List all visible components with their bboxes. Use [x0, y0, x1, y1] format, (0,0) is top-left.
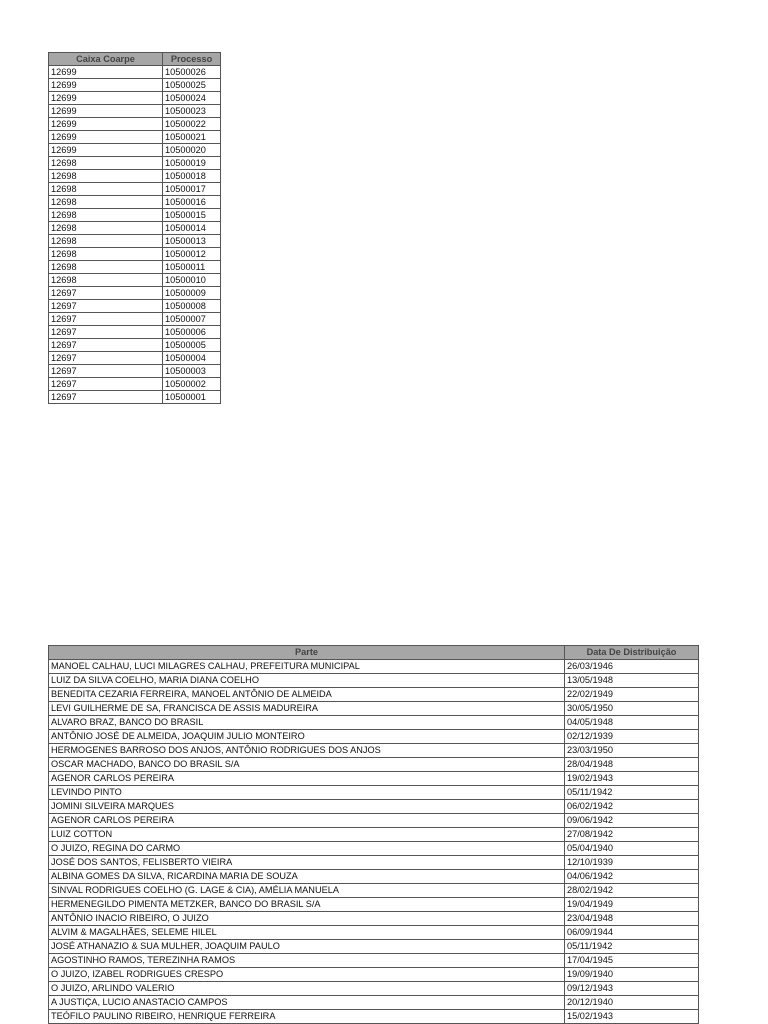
data-distribuicao-cell: 17/04/1945 — [565, 954, 699, 968]
data-distribuicao-cell: 23/03/1950 — [565, 744, 699, 758]
parte-cell: ANTÔNIO JOSÉ DE ALMEIDA, JOAQUIM JULIO MONTEIRO — [49, 730, 565, 744]
parte-data-table-body — [49, 660, 699, 1024]
table-row — [49, 926, 699, 940]
table-row — [49, 261, 221, 274]
caixa-coarpe-cell: 12698 — [49, 261, 163, 274]
table-row — [49, 758, 699, 772]
column-header-parte: Parte — [49, 646, 565, 660]
parte-cell: BENEDITA CEZARIA FERREIRA, MANOEL ANTÔNIO DE ALMEIDA — [49, 688, 565, 702]
parte-cell: OSCAR MACHADO, BANCO DO BRASIL S/A — [49, 758, 565, 772]
caixa-coarpe-cell: 12698 — [49, 274, 163, 287]
caixa-coarpe-cell: 12698 — [49, 235, 163, 248]
processo-cell: 10500018 — [163, 170, 221, 183]
processo-cell: 10500008 — [163, 300, 221, 313]
table-row — [49, 144, 221, 157]
table-row — [49, 688, 699, 702]
caixa-coarpe-cell: 12697 — [49, 300, 163, 313]
data-distribuicao-cell: 02/12/1939 — [565, 730, 699, 744]
caixa-coarpe-cell: 12698 — [49, 157, 163, 170]
parte-cell: O JUIZO, ARLINDO VALERIO — [49, 982, 565, 996]
data-distribuicao-cell: 09/12/1943 — [565, 982, 699, 996]
table-row — [49, 814, 699, 828]
caixa-coarpe-cell: 12697 — [49, 365, 163, 378]
data-distribuicao-cell: 05/11/1942 — [565, 940, 699, 954]
table-row — [49, 326, 221, 339]
processo-cell: 10500025 — [163, 79, 221, 92]
parte-cell: LUIZ COTTON — [49, 828, 565, 842]
table-row — [49, 196, 221, 209]
table-row — [49, 183, 221, 196]
table-row — [49, 222, 221, 235]
processo-cell: 10500026 — [163, 66, 221, 79]
caixa-coarpe-cell: 12698 — [49, 170, 163, 183]
table-row — [49, 898, 699, 912]
caixa-coarpe-cell: 12697 — [49, 391, 163, 404]
processo-cell: 10500012 — [163, 248, 221, 261]
parte-cell: LUIZ DA SILVA COELHO, MARIA DIANA COELHO — [49, 674, 565, 688]
parte-cell: ALVIM & MAGALHÃES, SELEME HILEL — [49, 926, 565, 940]
data-distribuicao-cell: 26/03/1946 — [565, 660, 699, 674]
data-distribuicao-cell: 19/09/1940 — [565, 968, 699, 982]
column-header-data-de-distribuicao: Data De Distribuição — [565, 646, 699, 660]
caixa-coarpe-cell: 12698 — [49, 183, 163, 196]
table-row — [49, 235, 221, 248]
data-distribuicao-cell: 04/05/1948 — [565, 716, 699, 730]
data-distribuicao-cell: 09/06/1942 — [565, 814, 699, 828]
table-row — [49, 786, 699, 800]
parte-cell: SINVAL RODRIGUES COELHO (G. LAGE & CIA), AMÉLIA MANUELA — [49, 884, 565, 898]
table-row — [49, 800, 699, 814]
processo-cell: 10500015 — [163, 209, 221, 222]
processo-cell: 10500023 — [163, 105, 221, 118]
table-row — [49, 118, 221, 131]
data-distribuicao-cell: 28/02/1942 — [565, 884, 699, 898]
caixa-coarpe-cell: 12699 — [49, 118, 163, 131]
processo-cell: 10500001 — [163, 391, 221, 404]
processo-cell: 10500010 — [163, 274, 221, 287]
column-header-processo: Processo — [163, 53, 221, 66]
data-distribuicao-cell: 19/04/1949 — [565, 898, 699, 912]
data-distribuicao-cell: 19/02/1943 — [565, 772, 699, 786]
processo-cell: 10500017 — [163, 183, 221, 196]
processo-cell: 10500005 — [163, 339, 221, 352]
data-distribuicao-cell: 13/05/1948 — [565, 674, 699, 688]
table-row — [49, 870, 699, 884]
table-row — [49, 248, 221, 261]
column-header-caixa-coarpe: Caixa Coarpe — [49, 53, 163, 66]
caixa-processo-table — [48, 52, 221, 404]
table-row — [49, 1010, 699, 1024]
data-distribuicao-cell: 15/02/1943 — [565, 1010, 699, 1024]
data-distribuicao-cell: 20/12/1940 — [565, 996, 699, 1010]
table-row — [49, 996, 699, 1010]
parte-cell: ALBINA GOMES DA SILVA, RICARDINA MARIA DE SOUZA — [49, 870, 565, 884]
parte-data-table — [48, 645, 699, 1024]
table-row — [49, 105, 221, 118]
data-distribuicao-cell: 06/02/1942 — [565, 800, 699, 814]
table-row — [49, 287, 221, 300]
caixa-processo-table-body — [49, 66, 221, 404]
processo-cell: 10500022 — [163, 118, 221, 131]
table-row — [49, 884, 699, 898]
parte-cell: A JUSTIÇA, LUCIO ANASTACIO CAMPOS — [49, 996, 565, 1010]
table-row — [49, 660, 699, 674]
parte-cell: JOMINI SILVEIRA MARQUES — [49, 800, 565, 814]
parte-cell: HERMENEGILDO PIMENTA METZKER, BANCO DO BRASIL S/A — [49, 898, 565, 912]
table-row — [49, 968, 699, 982]
table-row — [49, 982, 699, 996]
table-row — [49, 300, 221, 313]
table-row — [49, 92, 221, 105]
table-header-row — [49, 53, 221, 66]
data-distribuicao-cell: 30/05/1950 — [565, 702, 699, 716]
parte-cell: AGENOR CARLOS PEREIRA — [49, 772, 565, 786]
processo-cell: 10500024 — [163, 92, 221, 105]
processo-cell: 10500016 — [163, 196, 221, 209]
table-row — [49, 274, 221, 287]
data-distribuicao-cell: 28/04/1948 — [565, 758, 699, 772]
table-row — [49, 940, 699, 954]
table-row — [49, 79, 221, 92]
parte-cell: JOSÉ ATHANAZIO & SUA MULHER, JOAQUIM PAULO — [49, 940, 565, 954]
data-distribuicao-cell: 22/02/1949 — [565, 688, 699, 702]
parte-cell: AGENOR CARLOS PEREIRA — [49, 814, 565, 828]
processo-cell: 10500007 — [163, 313, 221, 326]
parte-cell: LEVINDO PINTO — [49, 786, 565, 800]
caixa-coarpe-cell: 12699 — [49, 144, 163, 157]
data-distribuicao-cell: 06/09/1944 — [565, 926, 699, 940]
table-row — [49, 702, 699, 716]
processo-cell: 10500011 — [163, 261, 221, 274]
data-distribuicao-cell: 05/11/1942 — [565, 786, 699, 800]
caixa-coarpe-cell: 12697 — [49, 378, 163, 391]
caixa-coarpe-cell: 12699 — [49, 131, 163, 144]
table-row — [49, 378, 221, 391]
data-distribuicao-cell: 27/08/1942 — [565, 828, 699, 842]
caixa-coarpe-cell: 12697 — [49, 326, 163, 339]
processo-cell: 10500009 — [163, 287, 221, 300]
processo-cell: 10500013 — [163, 235, 221, 248]
data-distribuicao-cell: 05/04/1940 — [565, 842, 699, 856]
processo-cell: 10500004 — [163, 352, 221, 365]
parte-cell: LEVI GUILHERME DE SA, FRANCISCA DE ASSIS MADUREIRA — [49, 702, 565, 716]
data-distribuicao-cell: 12/10/1939 — [565, 856, 699, 870]
table-row — [49, 730, 699, 744]
table-row — [49, 772, 699, 786]
caixa-coarpe-cell: 12699 — [49, 79, 163, 92]
processo-cell: 10500014 — [163, 222, 221, 235]
table-row — [49, 842, 699, 856]
processo-cell: 10500020 — [163, 144, 221, 157]
processo-cell: 10500006 — [163, 326, 221, 339]
table-row — [49, 856, 699, 870]
parte-cell: AGOSTINHO RAMOS, TEREZINHA RAMOS — [49, 954, 565, 968]
table-row — [49, 131, 221, 144]
parte-cell: HERMOGENES BARROSO DOS ANJOS, ANTÔNIO RODRIGUES DOS ANJOS — [49, 744, 565, 758]
caixa-coarpe-cell: 12699 — [49, 105, 163, 118]
caixa-coarpe-cell: 12699 — [49, 92, 163, 105]
table-row — [49, 954, 699, 968]
caixa-coarpe-cell: 12697 — [49, 339, 163, 352]
table-row — [49, 744, 699, 758]
data-distribuicao-cell: 04/06/1942 — [565, 870, 699, 884]
caixa-coarpe-cell: 12698 — [49, 209, 163, 222]
caixa-coarpe-cell: 12698 — [49, 248, 163, 261]
parte-cell: ANTÔNIO INACIO RIBEIRO, O JUIZO — [49, 912, 565, 926]
table-row — [49, 170, 221, 183]
table-row — [49, 912, 699, 926]
parte-cell: JOSÉ DOS SANTOS, FELISBERTO VIEIRA — [49, 856, 565, 870]
caixa-coarpe-cell: 12697 — [49, 287, 163, 300]
processo-cell: 10500003 — [163, 365, 221, 378]
table-row — [49, 674, 699, 688]
processo-cell: 10500019 — [163, 157, 221, 170]
caixa-coarpe-cell: 12697 — [49, 313, 163, 326]
table-row — [49, 352, 221, 365]
parte-cell: ALVARO BRAZ, BANCO DO BRASIL — [49, 716, 565, 730]
caixa-coarpe-cell: 12698 — [49, 196, 163, 209]
table-row — [49, 339, 221, 352]
table-row — [49, 66, 221, 79]
table-row — [49, 391, 221, 404]
table-row — [49, 828, 699, 842]
data-distribuicao-cell: 23/04/1948 — [565, 912, 699, 926]
table-row — [49, 313, 221, 326]
parte-cell: O JUIZO, REGINA DO CARMO — [49, 842, 565, 856]
table-row — [49, 365, 221, 378]
parte-cell: MANOEL CALHAU, LUCI MILAGRES CALHAU, PREFEITURA MUNICIPAL — [49, 660, 565, 674]
table-row — [49, 157, 221, 170]
table-row — [49, 209, 221, 222]
table-header-row — [49, 646, 699, 660]
processo-cell: 10500002 — [163, 378, 221, 391]
table-row — [49, 716, 699, 730]
parte-cell: TEÓFILO PAULINO RIBEIRO, HENRIQUE FERREIRA — [49, 1010, 565, 1024]
caixa-coarpe-cell: 12697 — [49, 352, 163, 365]
parte-cell: O JUIZO, IZABEL RODRIGUES CRESPO — [49, 968, 565, 982]
caixa-coarpe-cell: 12699 — [49, 66, 163, 79]
processo-cell: 10500021 — [163, 131, 221, 144]
caixa-coarpe-cell: 12698 — [49, 222, 163, 235]
